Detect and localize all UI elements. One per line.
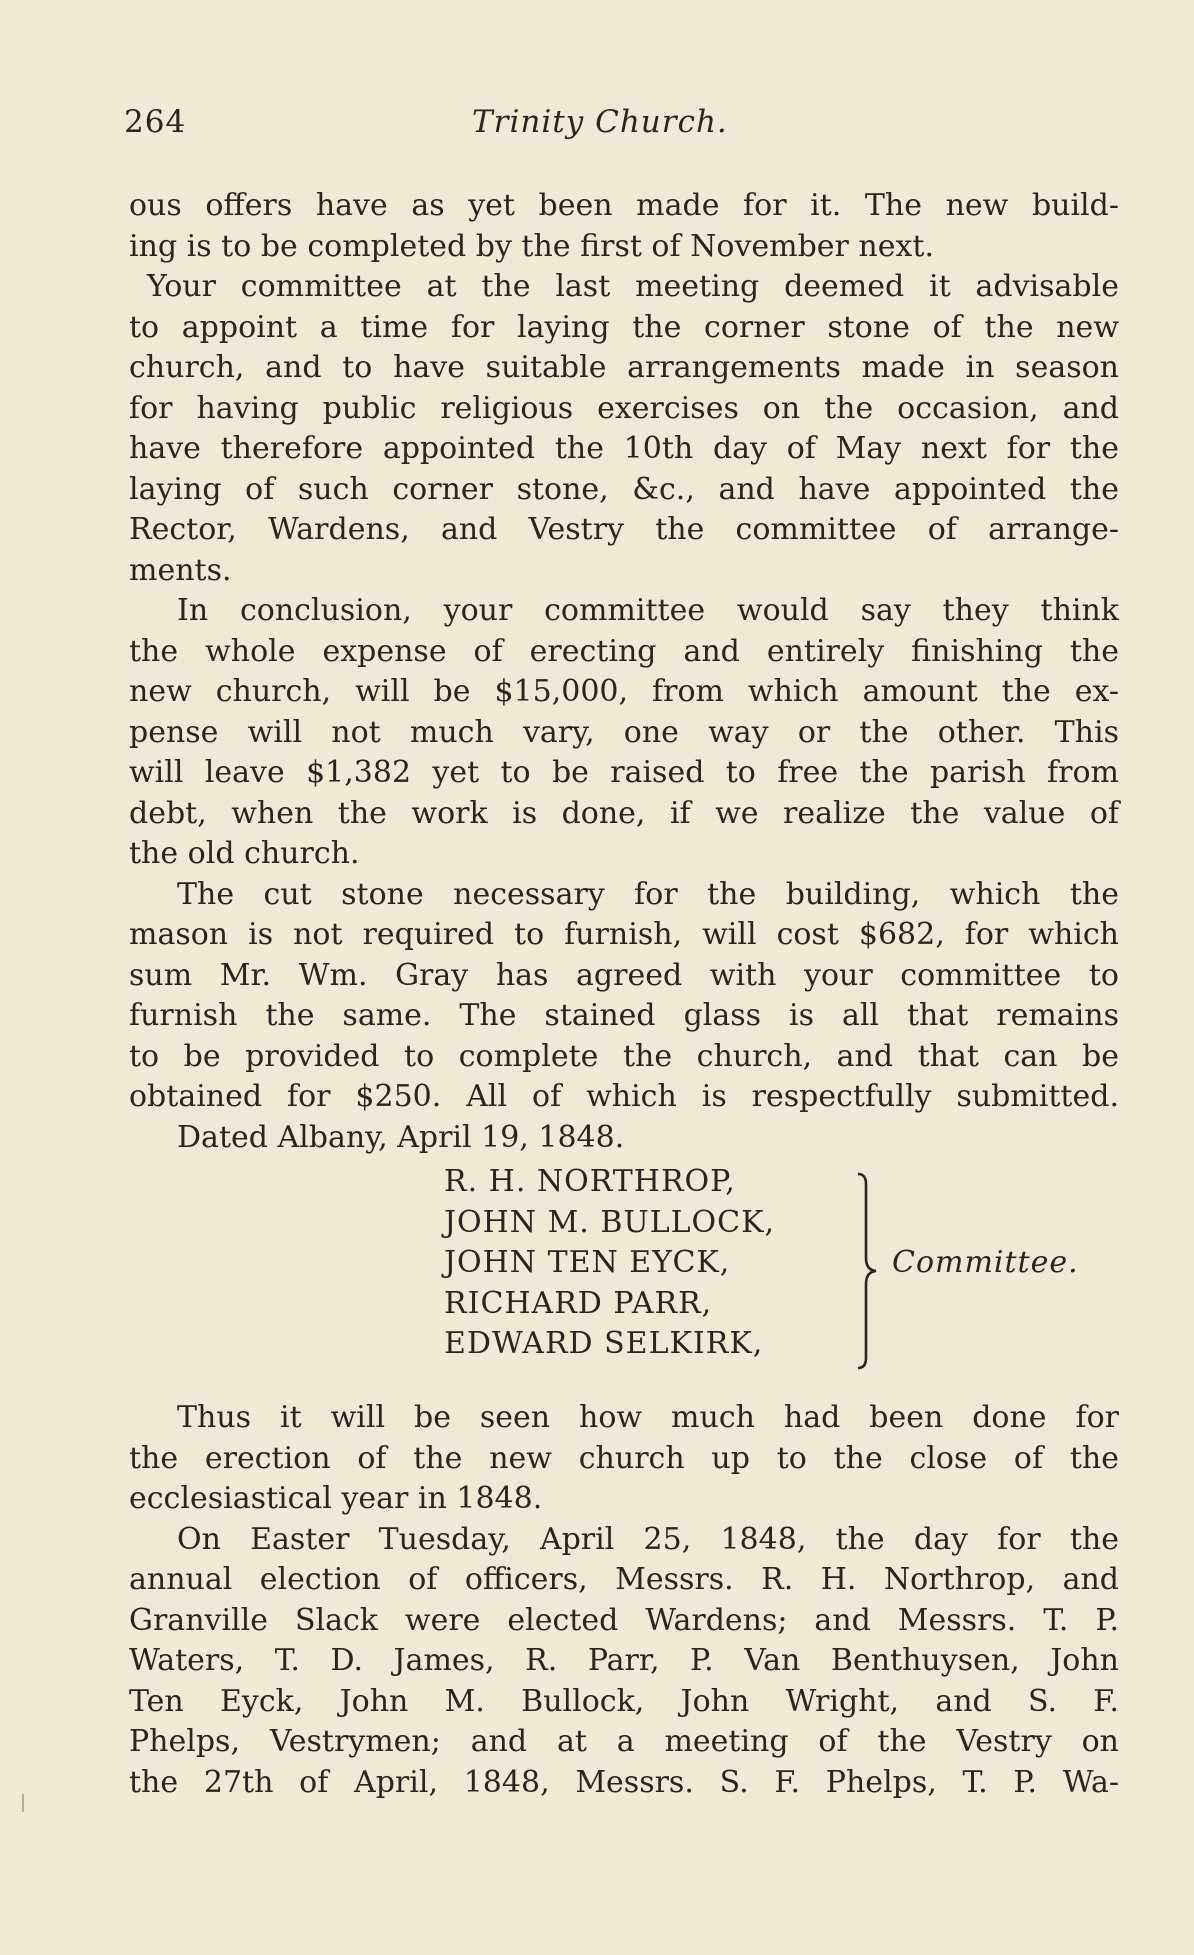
text-line: furnish the same. The stained glass is all that remains bbox=[129, 998, 1119, 1033]
text-line: Rector, Wardens, and Vestry the committee of arrange- bbox=[129, 512, 1119, 547]
brace-icon bbox=[854, 1172, 884, 1370]
text-line: Thus it will be seen how much had been done for bbox=[177, 1400, 1119, 1435]
text-line: church, and to have suitable arrangements made in season bbox=[129, 350, 1119, 385]
committee-label: Committee. bbox=[892, 1245, 1079, 1280]
text-line: the erection of the new church up to the close of the bbox=[129, 1440, 1119, 1476]
text-line: the 27th of April, 1848, Messrs. S. F. Phelps, T. P. Wa- bbox=[129, 1764, 1119, 1800]
signatory-name: R. H. NORTHROP, bbox=[444, 1164, 736, 1199]
body-text-continued bbox=[129, 1398, 1119, 1803]
page-number: 264 bbox=[124, 104, 187, 140]
text-line: for having public religious exercises on the occasion, and bbox=[129, 390, 1119, 426]
text-line: debt, when the work is done, if we realize the value of bbox=[129, 795, 1119, 831]
text-line: the old church. bbox=[129, 836, 360, 871]
margin-mark bbox=[22, 1794, 24, 1812]
text-line: new church, will be $15,000, from which amount the ex- bbox=[129, 674, 1119, 709]
text-line: Waters, T. D. James, R. Parr, P. Van Benthuysen, John bbox=[129, 1643, 1119, 1678]
text-line: Ten Eyck, John M. Bullock, John Wright, and S. F. bbox=[129, 1683, 1119, 1719]
text-line: ous offers have as yet been made for it. The new build- bbox=[129, 188, 1119, 223]
body-text bbox=[129, 186, 1119, 1158]
signatory-name: JOHN TEN EYCK, bbox=[444, 1245, 731, 1280]
running-head bbox=[124, 104, 764, 144]
text-line: ing is to be completed by the first of November next. bbox=[129, 228, 935, 264]
signature-block bbox=[444, 1162, 1084, 1372]
dateline: Dated Albany, April 19, 1848. bbox=[177, 1119, 625, 1155]
text-line: obtained for $250. All of which is respectfully submitted. bbox=[129, 1079, 1119, 1114]
text-line: mason is not required to furnish, will cost $682, for which bbox=[129, 917, 1119, 952]
text-line: ments. bbox=[129, 552, 232, 588]
text-line: ecclesiastical year in 1848. bbox=[129, 1481, 543, 1516]
signatory-name: JOHN M. BULLOCK, bbox=[444, 1204, 776, 1240]
text-line: The cut stone necessary for the building, which the bbox=[177, 876, 1119, 912]
text-line: the whole expense of erecting and entirely finishing the bbox=[129, 633, 1119, 669]
text-line: annual election of officers, Messrs. R. H. Northrop, and bbox=[129, 1562, 1119, 1597]
text-line: to appoint a time for laying the corner stone of the new bbox=[129, 309, 1119, 345]
text-line: sum Mr. Wm. Gray has agreed with your committee to bbox=[129, 957, 1119, 993]
running-title: Trinity Church. bbox=[472, 104, 728, 140]
text-line: Phelps, Vestrymen; and at a meeting of the Vestry on bbox=[129, 1724, 1119, 1759]
text-line: In conclusion, your committee would say they think bbox=[177, 593, 1119, 628]
text-line: have therefore appointed the 10th day of May next for the bbox=[129, 431, 1119, 466]
text-line: to be provided to complete the church, and that can be bbox=[129, 1038, 1119, 1074]
text-line: Granville Slack were elected Wardens; and Messrs. T. P. bbox=[129, 1602, 1119, 1638]
text-line: On Easter Tuesday, April 25, 1848, the day for the bbox=[177, 1521, 1119, 1557]
text-line: laying of such corner stone, &c., and have appointed the bbox=[129, 471, 1119, 507]
signatory-name: EDWARD SELKIRK, bbox=[444, 1326, 764, 1361]
text-line: pense will not much vary, one way or the other. This bbox=[129, 714, 1119, 750]
text-line: will leave $1,382 yet to be raised to free the parish from bbox=[129, 755, 1119, 790]
text-line: Your committee at the last meeting deemed it advisable bbox=[147, 269, 1119, 304]
signatory-name: RICHARD PARR, bbox=[444, 1285, 713, 1321]
